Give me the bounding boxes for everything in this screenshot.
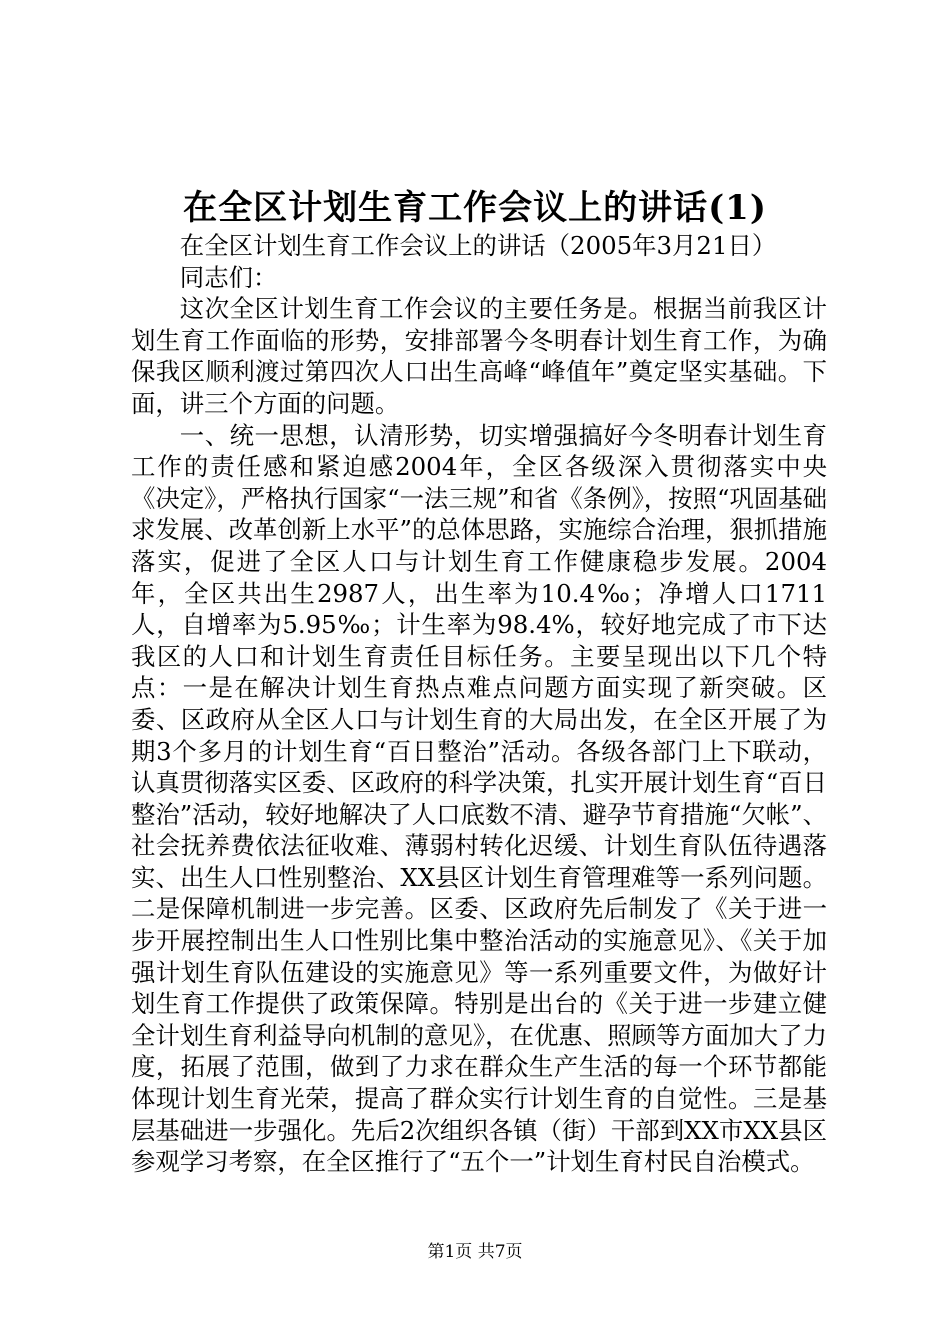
document-body	[131, 230, 827, 1178]
body-paragraph-intro: 这次全区计划生育工作会议的主要任务是。根据当前我区计划生育工作面临的形势，安排部署今冬明春计划生育工作，为确保我区顺利渡过第四次人口出生高峰“峰值年”奠定坚实基础。下面，讲三个方面的问题。	[131, 294, 827, 418]
salutation: 同志们：	[179, 262, 278, 292]
page-number-footer: 第1页 共7页	[427, 1242, 523, 1262]
body-paragraph-section-one: 一、统一思想，认清形势，切实增强搞好今冬明春计划生育工作的责任感和紧迫感2004年，全区各级深入贯彻落实中央《决定》，严格执行国家“一法三规”和省《条例》，按照“巩固基础求发展、改革创新上水平”的总体思路，实施综合治理，狠抓措施落实，促进了全区人口与计划生育工作健康稳步发展。2004年，全区共出生2987人，出生率为10.4‰；净增人口1711人，自增率为5.95‰；计生率为98.4%，较好地完成了市下达我区的人口和计划生育责任目标任务。主要呈现出以下几个特点：一是在解决计划生育热点难点问题方面实现了新突破。区委、区政府从全区人口与计划生育的大局出发，在全区开展了为期3个多月的计划生育“百日整治”活动。各级各部门上下联动，认真贯彻落实区委、区政府的科学决策，扎实开展计划生育“百日整治”活动，较好地解决了人口底数不清、避孕节育措施“欠帐”、社会抚养费依法征收难、薄弱村转化迟缓、计划生育队伍待遇落实、出生人口性别整治、XX县区计划生育管理难等一系列问题。二是保障机制进一步完善。区委、区政府先后制发了《关于进一步开展控制出生人口性别比集中整治活动的实施意见》、《关于加强计划生育队伍建设的实施意见》等一系列重要文件，为做好计划生育工作提供了政策保障。特别是出台的《关于进一步建立健全计划生育利益导向机制的意见》，在优惠、照顾等方面加大了力度，拓展了范围，做到了力求在群众生产生活的每一个环节都能体现计划生育光荣，提高了群众实行计划生育的自觉性。三是基层基础进一步强化。先后2次组织各镇（街）干部到XX市XX县区参观学习考察，在全区推行了“五个一”计划生育村民自治模式。	[131, 420, 827, 1177]
speech-heading-line: 在全区计划生育工作会议上的讲话（2005年3月21日）	[179, 231, 777, 260]
document-title: 在全区计划生育工作会议上的讲话(1)	[183, 188, 767, 228]
